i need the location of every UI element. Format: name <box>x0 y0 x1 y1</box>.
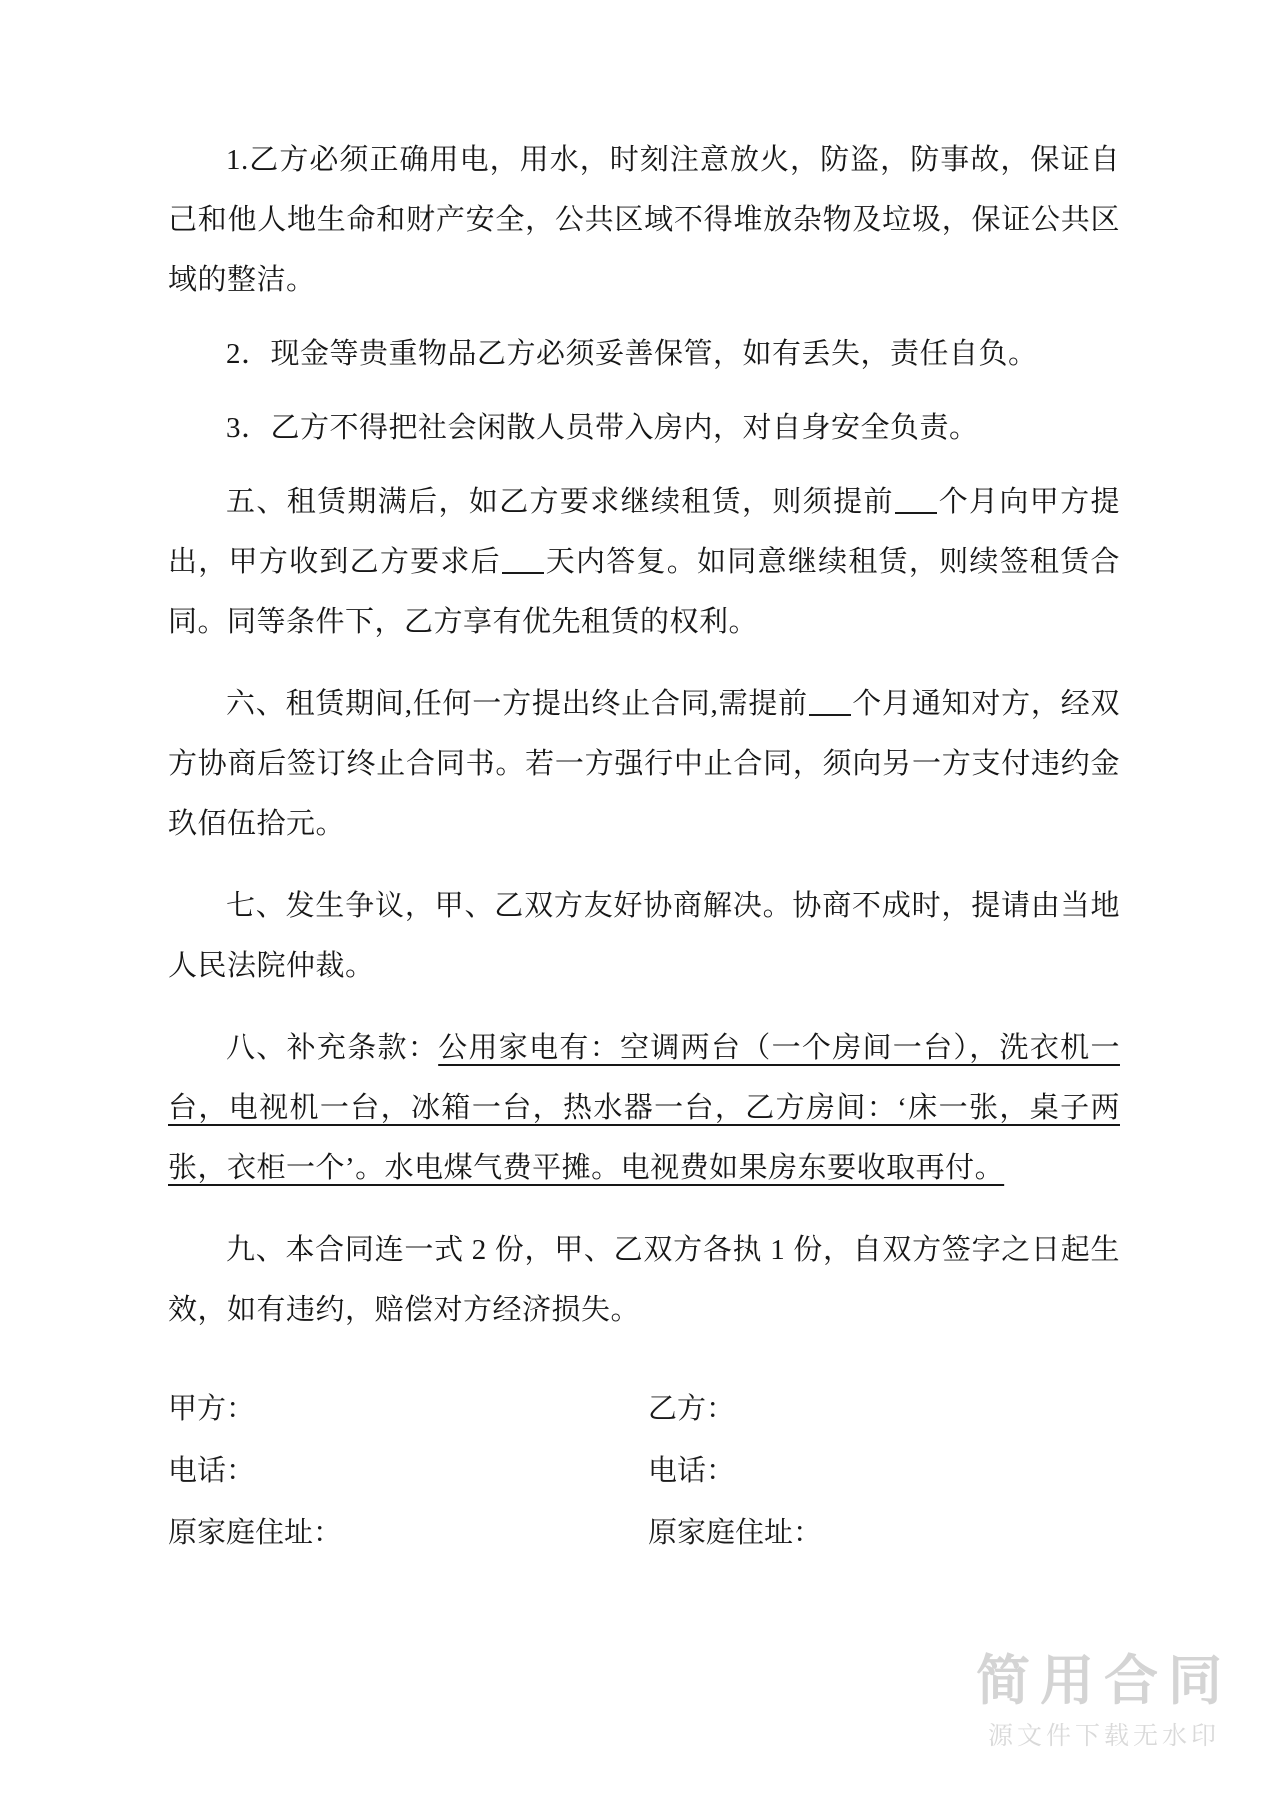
article-5-text-part-1: 五、租赁期满后，如乙方要求继续租赁，则须提前 <box>226 486 894 518</box>
paragraph-spacer <box>168 996 1120 1018</box>
paragraph-spacer <box>168 652 1120 674</box>
paragraph-item-3: 3．乙方不得把社会闲散人员带入房内，对自身安全负责。 <box>226 412 979 444</box>
party-b-address-field[interactable]: 原家庭住址： <box>648 1517 823 1549</box>
watermark <box>976 1649 1232 1752</box>
signature-row-phones <box>168 1440 1120 1502</box>
document-body <box>168 130 1120 1340</box>
fill-in-blank-months-renewal[interactable] <box>895 512 937 514</box>
paragraph-spacer <box>168 458 1120 472</box>
paragraph-article-6 <box>168 674 1120 854</box>
paragraph-article-8 <box>168 1018 1120 1198</box>
article-5-text-part-3: 天内答复。如同意继续租赁，则续签租赁合同。同等条件下，乙方享有优先租赁的权利。 <box>168 546 1120 638</box>
party-b-phone-field[interactable]: 电话： <box>648 1455 736 1487</box>
article-8-supplementary-terms: 公用家电有：空调两台（一个房间一台），洗衣机一台，电视机一台，冰箱一台，热水器一台，乙方房间：‘床一张，桌子两张，衣柜一个’。水电煤气费平摊。电视费如果房东要收取再付。 <box>168 1032 1120 1184</box>
paragraph-article-7: 七、发生争议，甲、乙双方友好协商解决。协商不成时，提请由当地人民法院仲裁。 <box>168 890 1120 982</box>
paragraph-article-9: 九、本合同连一式 2 份，甲、乙双方各执 1 份，自双方签字之日起生效，如有违约，赔偿对方经济损失。 <box>168 1234 1120 1326</box>
paragraph-spacer <box>168 854 1120 876</box>
party-a-phone-field[interactable]: 电话： <box>168 1455 256 1487</box>
signature-row-names <box>168 1378 1120 1440</box>
fill-in-blank-days-reply[interactable] <box>502 572 544 574</box>
paragraph-spacer <box>168 1198 1120 1220</box>
paragraph-article-5 <box>168 472 1120 652</box>
party-a-address-field[interactable]: 原家庭住址： <box>168 1517 343 1549</box>
party-a-name-field[interactable]: 甲方： <box>168 1393 256 1425</box>
signature-block <box>168 1378 1120 1564</box>
paragraph-item-2: 2．现金等贵重物品乙方必须妥善保管，如有丢失，责任自负。 <box>226 338 1038 370</box>
fill-in-blank-months-termination[interactable] <box>809 714 851 716</box>
paragraph-spacer <box>168 384 1120 398</box>
article-6-text-part-1: 六、租赁期间,任何一方提出终止合同,需提前 <box>226 688 808 720</box>
article-8-label: 八、补充条款： <box>226 1032 439 1064</box>
paragraph-spacer <box>168 310 1120 324</box>
watermark-tagline: 源文件下载无水印 <box>987 1721 1220 1750</box>
paragraph-item-1: 1.乙方必须正确用电，用水，时刻注意放火，防盗，防事故，保证自己和他人地生命和财产安全，公共区域不得堆放杂物及垃圾，保证公共区域的整洁。 <box>168 144 1120 296</box>
article-6-text-part-2: 个月通知对方，经双方协商后签订终止合同书。若一方强行中止合同，须向另一方支付违约金玖佰伍拾元。 <box>168 688 1120 840</box>
watermark-brand: 简用合同 <box>976 1649 1232 1713</box>
article-5-text-part-2: 个月向甲方提出，甲方收到乙方要求后 <box>168 486 1120 578</box>
party-b-name-field[interactable]: 乙方： <box>648 1393 736 1425</box>
signature-row-addresses <box>168 1502 1120 1564</box>
